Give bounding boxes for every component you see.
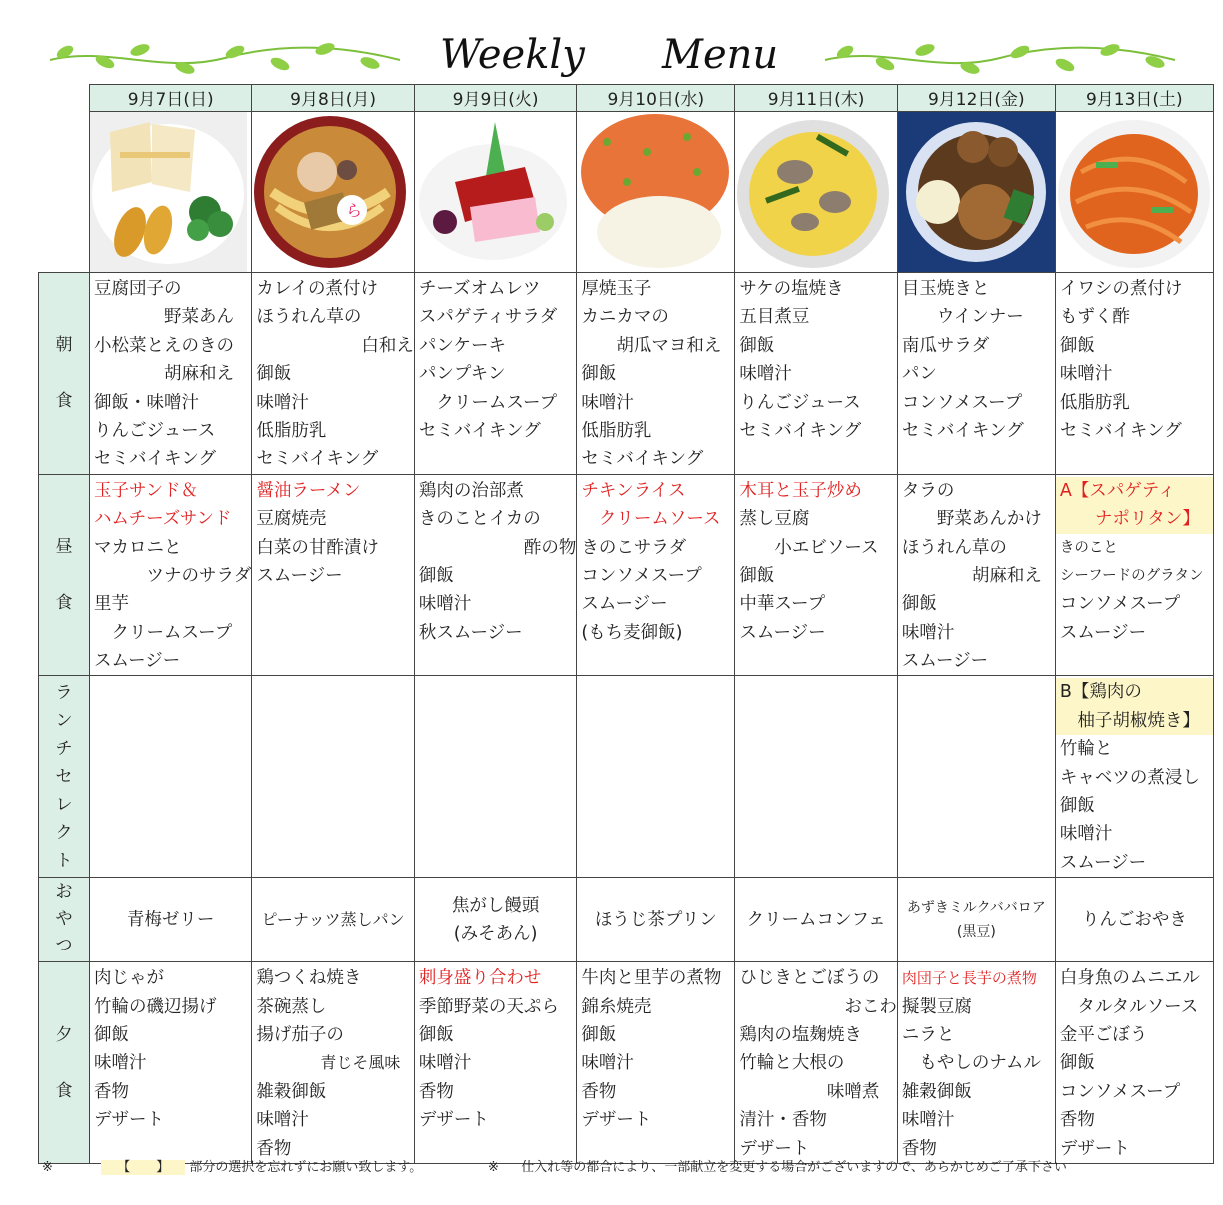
lunch-cell: 木耳と玉子炒め 蒸し豆腐 小エビソース 御飯 中華スープ スムージー xyxy=(735,474,898,676)
date-header: 9月11日(木) xyxy=(735,85,898,112)
dinner-cell: ひじきとごぼうの おこわ 鶏肉の塩麹焼き 竹輪と大根の 味噌煮 清汁・香物 デザート xyxy=(735,962,898,1164)
lunch-select-cell: B【鶏肉の 柚子胡椒焼き】 竹輪と キャベツの煮浸し 御飯 味噌汁 スムージー xyxy=(1055,676,1213,878)
sandwich-photo xyxy=(90,112,252,273)
breakfast-cell: 目玉焼きと ウインナー 南瓜サラダ パン コンソメスープ セミバイキング xyxy=(897,273,1055,475)
svg-text:ら: ら xyxy=(346,201,363,220)
empty-cell xyxy=(577,676,735,878)
date-header: 9月13日(土) xyxy=(1055,85,1213,112)
meatball-stew-photo xyxy=(897,112,1055,273)
footer-note-1 xyxy=(42,1156,422,1175)
lunch-cell: 醤油ラーメン 豆腐焼売 白菜の甘酢漬け スムージー xyxy=(252,474,415,676)
snack-label: お や つ xyxy=(39,878,90,962)
date-header: 9月10日(水) xyxy=(577,85,735,112)
dinner-cell: 肉団子と長芋の煮物 擬製豆腐 ニラと もやしのナムル 雑穀御飯 味噌汁 香物 xyxy=(897,962,1055,1164)
dinner-label: 夕 食 xyxy=(39,962,90,1164)
dinner-cell: 肉じゃが 竹輪の磯辺揚げ 御飯 味噌汁 香物 デザート xyxy=(90,962,252,1164)
empty-cell xyxy=(90,676,252,878)
table-corner xyxy=(39,112,90,273)
right-vine-decoration xyxy=(820,38,1180,78)
lunch-cell: 鶏肉の治部煮 きのことイカの 酢の物 御飯 味噌汁 秋スムージー xyxy=(414,474,577,676)
dinner-cell: 刺身盛り合わせ 季節野菜の天ぷら 御飯 味噌汁 香物 デザート xyxy=(414,962,577,1164)
date-header: 9月8日(月) xyxy=(252,85,415,112)
snack-cell: あずきミルクババロア (黒豆) xyxy=(897,878,1055,962)
title-menu: Menu xyxy=(662,32,779,78)
title-weekly: Weekly xyxy=(440,32,585,78)
lunch-cell: チキンライス クリームソース きのこサラダ コンソメスープ スムージー (もち麦御飯) xyxy=(577,474,735,676)
snack-cell: りんごおやき xyxy=(1055,878,1213,962)
egg-stirfry-photo xyxy=(735,112,898,273)
dinner-cell: 鶏つくね焼き 茶碗蒸し 揚げ茄子の 青じそ風味 雑穀御飯 味噌汁 香物 xyxy=(252,962,415,1164)
empty-cell xyxy=(252,676,415,878)
left-vine-decoration xyxy=(45,38,405,78)
empty-cell xyxy=(897,676,1055,878)
empty-cell xyxy=(414,676,577,878)
breakfast-cell: チーズオムレツ スパゲティサラダ パンケーキ パンプキン クリームスープ セミバイキング xyxy=(414,273,577,475)
lunch-choice-b: B【鶏肉の xyxy=(1056,678,1213,706)
footer-mark: ※ xyxy=(42,1160,53,1175)
dinner-cell: 白身魚のムニエル タルタルソース 金平ごぼう 御飯 コンソメスープ 香物 デザート xyxy=(1055,962,1213,1164)
lunch-label: 昼 食 xyxy=(39,474,90,676)
napolitan-photo xyxy=(1055,112,1213,273)
date-header: 9月12日(金) xyxy=(897,85,1055,112)
ramen-photo xyxy=(252,112,415,273)
breakfast-cell: カレイの煮付け ほうれん草の 白和え 御飯 味噌汁 低脂肪乳 セミバイキング xyxy=(252,273,415,475)
sashimi-photo xyxy=(414,112,577,273)
breakfast-cell: 豆腐団子の 野菜あん 小松菜とえのきの 胡麻和え 御飯・味噌汁 りんごジュース セミバイキング xyxy=(90,273,252,475)
chicken-rice-photo xyxy=(577,112,735,273)
snack-cell: ピーナッツ蒸しパン xyxy=(252,878,415,962)
footer-text: 仕入れ等の都合により、一部献立を変更する場合がございますので、あらかじめご了承下さい xyxy=(521,1160,1067,1175)
snack-cell: ほうじ茶プリン xyxy=(577,878,735,962)
breakfast-cell: サケの塩焼き 五目煮豆 御飯 味噌汁 りんごジュース セミバイキング xyxy=(735,273,898,475)
snack-cell: 青梅ゼリー xyxy=(90,878,252,962)
dinner-cell: 牛肉と里芋の煮物 錦糸焼売 御飯 味噌汁 香物 デザート xyxy=(577,962,735,1164)
date-header: 9月7日(日) xyxy=(90,85,252,112)
lunch-select-label: ラ ン チ セ レ ク ト xyxy=(39,676,90,878)
table-corner xyxy=(39,85,90,112)
highlight-bracket: 【 】 xyxy=(101,1160,185,1175)
snack-cell: クリームコンフェ xyxy=(735,878,898,962)
weekly-menu-table xyxy=(38,84,1214,1164)
empty-cell xyxy=(735,676,898,878)
snack-cell: 焦がし饅頭 (みそあん) xyxy=(414,878,577,962)
lunch-cell: A【スパゲティ ナポリタン】 きのこと シーフードのグラタン コンソメスープ スムージー xyxy=(1055,474,1213,676)
lunch-choice-a: A【スパゲティ xyxy=(1056,477,1213,505)
breakfast-cell: イワシの煮付け もずく酢 御飯 味噌汁 低脂肪乳 セミバイキング xyxy=(1055,273,1213,475)
footer-note-2 xyxy=(488,1156,1067,1175)
breakfast-label: 朝 食 xyxy=(39,273,90,475)
footer-mark: ※ xyxy=(488,1160,499,1175)
lunch-cell: タラの 野菜あんかけ ほうれん草の 胡麻和え 御飯 味噌汁 スムージー xyxy=(897,474,1055,676)
breakfast-cell: 厚焼玉子 カニカマの 胡瓜マヨ和え 御飯 味噌汁 低脂肪乳 セミバイキング xyxy=(577,273,735,475)
page-header xyxy=(0,30,1223,80)
date-header: 9月9日(火) xyxy=(414,85,577,112)
lunch-cell: 玉子サンド＆ ハムチーズサンド マカロニと ツナのサラダ 里芋 クリームスープ スムージー xyxy=(90,474,252,676)
footer-text: 部分の選択を忘れずにお願い致します。 xyxy=(189,1160,423,1175)
